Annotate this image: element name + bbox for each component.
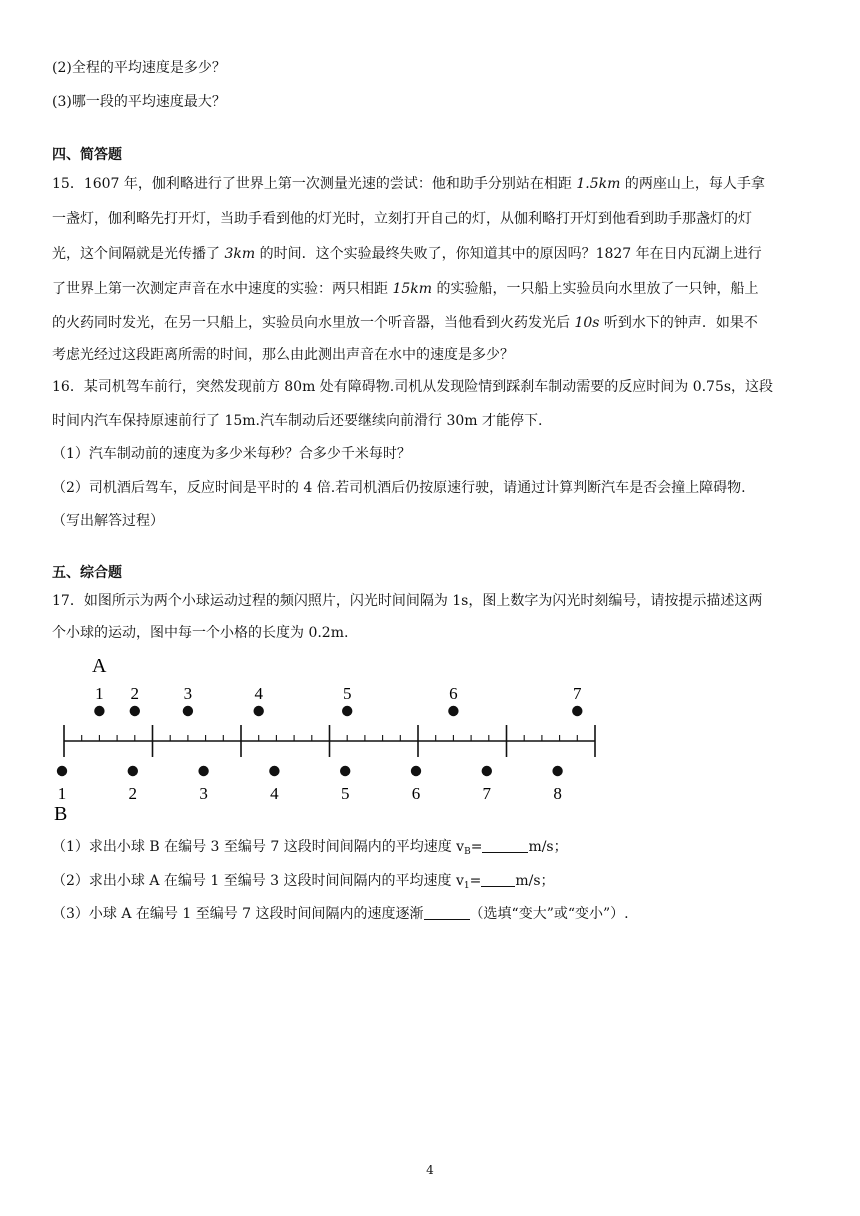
ball-b-number: 2 <box>128 784 138 803</box>
page-number: 4 <box>426 1163 434 1177</box>
q17-sub2-equals: = <box>469 873 482 889</box>
question-16-sub1: （1）汽车制动前的速度为多少米每秒？合多少千米每时？ <box>52 446 411 462</box>
ball-a-number: 6 <box>449 684 458 703</box>
ball-b-number: 7 <box>482 784 492 803</box>
q17-sub1-text: （1）求出小球 B 在编号 3 至编号 7 这段时间间隔内的平均速度 v <box>52 839 465 855</box>
ball-a-number: 4 <box>254 684 263 703</box>
question-15-line1 <box>52 174 765 194</box>
question-16-sub2: （2）司机酒后驾车，反应时间是平时的 4 倍.若司机酒后仍按原速行驶，请通过计算判断汽车是否会撞上障碍物. <box>52 480 746 496</box>
q17-sub1-equals: = <box>470 839 483 855</box>
question-14-part2: (2)全程的平均速度是多少？ <box>52 60 226 76</box>
ball-a <box>130 706 140 716</box>
ball-b-number: 6 <box>411 784 421 803</box>
q17-sub1-subscript: B <box>464 847 471 857</box>
section-5-title: 五、综合题 <box>52 565 122 581</box>
q17-sub2-subscript: 1 <box>463 881 470 891</box>
ball-a <box>94 706 104 716</box>
question-15-line5 <box>52 313 758 333</box>
question-16-line1: 16．某司机驾车前行，突然发现前方 80m 处有障碍物.司机从发现险情到踩刹车制动需要的反应时间为 0.75s，这段 <box>52 379 774 395</box>
ball-b-number: 3 <box>199 784 208 803</box>
q15-time: 10s <box>574 315 600 331</box>
q15-text: 的时间．这个实验最终失败了，你知道其中的原因吗？1827 年在日内瓦湖上进行 <box>255 246 762 262</box>
ball-a <box>183 706 193 716</box>
question-15-line2: 一盏灯，伽利略先打开灯，当助手看到他的灯光时，立刻打开自己的灯，从伽利略打开灯到他看到助手那盏灯的灯 <box>52 211 752 227</box>
ball-b-number: 4 <box>270 784 279 803</box>
ball-b <box>552 766 562 776</box>
label-b: B <box>54 803 68 825</box>
q17-sub3-text: （3）小球 A 在编号 1 至编号 7 这段时间间隔内的速度逐渐 <box>52 906 424 922</box>
q15-distance: 3km <box>224 246 256 262</box>
q17-sub1-unit: m/s； <box>528 839 568 855</box>
q17-sub2-unit: m/s； <box>515 873 555 889</box>
label-a: A <box>92 655 107 677</box>
ball-a <box>342 706 352 716</box>
ball-b <box>128 766 138 776</box>
q15-text: 的两座山上，每人手拿 <box>620 176 765 192</box>
ball-b <box>340 766 350 776</box>
ball-a <box>448 706 458 716</box>
section-4-title: 四、简答题 <box>52 147 122 163</box>
q15-text: 15．1607 年，伽利略进行了世界上第一次测量光速的尝试：他和助手分别站在相距 <box>52 176 577 192</box>
ball-a-row <box>94 684 582 716</box>
q17-sub3-options: （选填“变大”或“变小”）. <box>469 906 629 922</box>
ball-a-number: 3 <box>183 684 193 703</box>
q15-text: 光，这个间隔就是光传播了 <box>52 246 225 262</box>
q15-distance: 15km <box>392 281 433 297</box>
q15-distance: 1.5km <box>576 176 621 192</box>
ball-a-number: 5 <box>342 684 352 703</box>
answer-blank-v1[interactable] <box>481 872 515 887</box>
ruler <box>64 725 595 757</box>
q15-text: 了世界上第一次测定声音在水中速度的实验：两只相距 <box>52 281 393 297</box>
answer-blank-trend[interactable] <box>424 905 470 920</box>
ball-b <box>269 766 279 776</box>
question-15-line4 <box>52 279 758 299</box>
question-15-line6: 考虑光经过这段距离所需的时间，那么由此测出声音在水中的速度是多少？ <box>52 347 514 363</box>
ball-a <box>254 706 264 716</box>
strobe-photo-figure <box>52 652 612 832</box>
ball-b <box>198 766 208 776</box>
question-17-line1: 17．如图所示为两个小球运动过程的频闪照片，闪光时间间隔为 1s，图上数字为闪光时刻编号，请按提示描述这两 <box>52 593 763 609</box>
question-15-line3 <box>52 244 762 264</box>
question-16-line2: 时间内汽车保持原速前行了 15m.汽车制动后还要继续向前滑行 30m 才能停下. <box>52 413 543 429</box>
q15-text: 的实验船，一只船上实验员向水里放了一只钟，船上 <box>432 281 759 297</box>
answer-blank-vb[interactable] <box>482 838 528 853</box>
question-17-line2: 个小球的运动，图中每一个小格的长度为 0.2m. <box>52 625 349 641</box>
ball-b <box>411 766 421 776</box>
ball-b <box>57 766 67 776</box>
question-17-sub2 <box>52 871 555 896</box>
ball-b-number: 1 <box>57 784 67 803</box>
question-17-sub3 <box>52 904 629 924</box>
ball-b <box>482 766 492 776</box>
ball-a-number: 7 <box>573 684 582 703</box>
ball-a-number: 2 <box>130 684 140 703</box>
ball-a-number: 1 <box>95 684 104 703</box>
ball-b-row <box>57 766 563 803</box>
question-17-sub1 <box>52 837 568 862</box>
ball-b-number: 8 <box>553 784 562 803</box>
q17-sub2-text: （2）求出小球 A 在编号 1 至编号 3 这段时间间隔内的平均速度 v <box>52 873 464 889</box>
ball-a <box>572 706 582 716</box>
q15-text: 的火药同时发光，在另一只船上，实验员向水里放一个听音器，当他看到火药发光后 <box>52 315 575 331</box>
ball-b-number: 5 <box>340 784 350 803</box>
question-14-part3: (3)哪一段的平均速度最大？ <box>52 94 226 110</box>
question-16-sub3: （写出解答过程） <box>52 513 164 529</box>
q15-text: 听到水下的钟声．如果不 <box>599 315 758 331</box>
